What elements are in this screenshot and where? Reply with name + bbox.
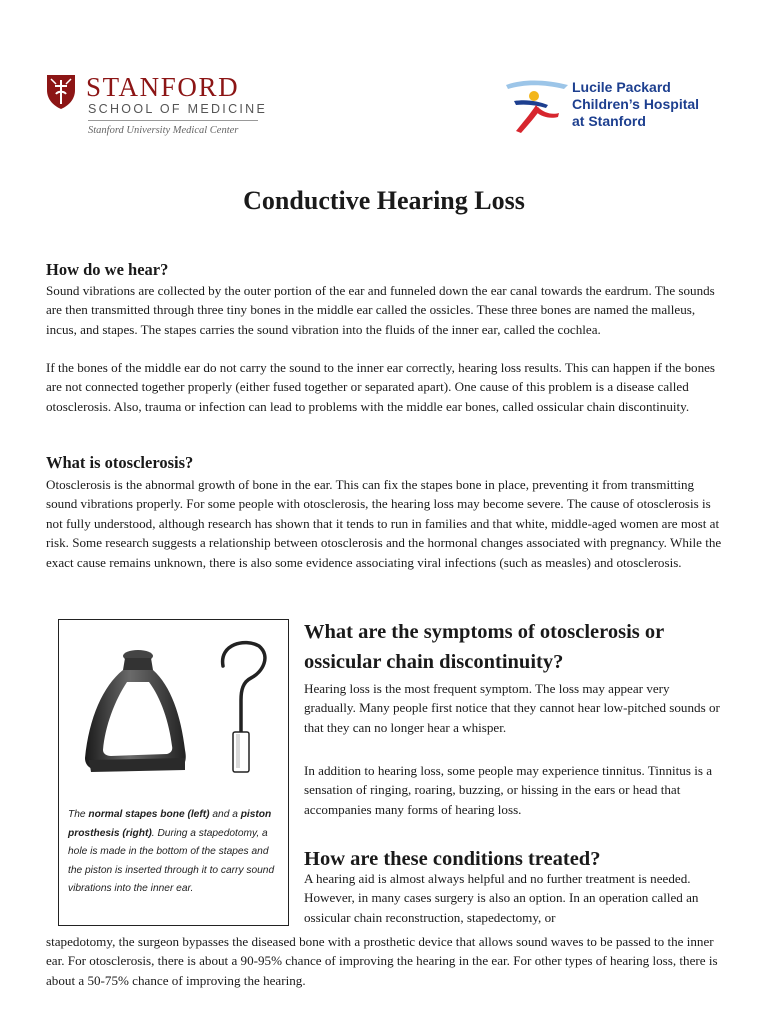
packard-line-3: at Stanford [572, 113, 646, 129]
stapes-bone-illustration [81, 646, 191, 776]
lucile-packard-logo [504, 77, 714, 139]
section-heading-how-we-hear: How do we hear? [46, 260, 169, 279]
document-title: Conductive Hearing Loss [243, 186, 525, 215]
caption-text: and a [209, 809, 241, 820]
stanford-medicine-logo [46, 72, 276, 142]
stapes-figure [58, 619, 289, 926]
caption-text: The [68, 809, 89, 820]
caption-bold-piston: piston prosthesis (right) [68, 809, 272, 839]
section-heading-symptoms: What are the symptoms of otosclerosis or ossicular chain discontinuity? [304, 621, 664, 673]
packard-line-1: Lucile Packard [572, 79, 671, 95]
paragraph: A hearing aid is almost always helpful and no further treatment is needed. However, in many cases surgery is also an option. In an operation called an ossicular chain reconstruction, stapedectomy, or [304, 871, 699, 925]
figure-caption [68, 806, 278, 899]
piston-prosthesis-illustration [215, 636, 273, 778]
packard-line-2: Children’s Hospital [572, 96, 700, 112]
logo-divider [88, 120, 258, 121]
paragraph: stapedotomy, the surgeon bypasses the diseased bone with a prosthetic device that allows sound waves to be passed to the inner ear. For otosclerosis, there is about a 90-95% chance of improving the hearing in the ear. For other types of hearing loss, there is about a 50-75% chance of improving the hearing. [46, 934, 718, 988]
section-heading-treatment: How are these conditions treated? [304, 848, 601, 870]
section-heading-otosclerosis: What is otosclerosis? [46, 453, 194, 472]
caption-bold-stapes: normal stapes bone (left) [88, 809, 210, 820]
caption-text: . During a stapedotomy, a hole is made in the bottom of the stapes and the piston is inserted through it to carry sound vibrations into the inner ear. [68, 827, 275, 895]
packard-wordmark [572, 79, 712, 130]
paragraph: In addition to hearing loss, some people may experience tinnitus. Tinnitus is a sensation of ringing, roaring, buzzing, or hissing in the ears or head that accompanies many forms of hearing loss. [304, 763, 713, 817]
stanford-wordmark: STANFORD [86, 72, 240, 102]
school-of-medicine-text: SCHOOL OF MEDICINE [88, 102, 268, 116]
packard-figure-icon [504, 77, 570, 137]
medical-center-text: Stanford University Medical Center [88, 125, 239, 136]
paragraph: Sound vibrations are collected by the outer portion of the ear and funneled down the ear canal towards the eardrum. The sounds are then transmitted through three tiny bones in the middle ear called the ossicles. These three bones are named the malleus, incus, and stapes. The stapes carries the sound vibration into the fluids of the inner ear, called the cochlea. [46, 283, 715, 337]
paragraph: If the bones of the middle ear do not carry the sound to the inner ear correctly, hearing loss results. This can happen if the bones are not connected together properly (either fused together or separated apart). One cause of this problem is a disease called otosclerosis. Also, trauma or infection can lead to problems with the middle ear bones, called ossicular chain discontinuity. [46, 360, 716, 414]
paragraph: Otosclerosis is the abnormal growth of bone in the ear. This can fix the stapes bone in place, preventing it from transmitting sound vibrations properly. For some people with otosclerosis, the hearing loss may become severe. The cause of otosclerosis is not fully understood, although research has shown that it tends to run in families and that white, middle-aged women are most at risk. Some research suggests a relationship between otosclerosis and the hormonal changes associated with pregnancy. While the exact cause remains unknown, there is also some evidence associating viral infections (such as measles) and otosclerosis. [46, 477, 722, 570]
stanford-shield-icon [46, 74, 76, 110]
paragraph: Hearing loss is the most frequent symptom. The loss may appear very gradually. Many people first notice that they cannot hear low-pitched sounds or that they can no longer hear a whisper. [304, 681, 720, 735]
